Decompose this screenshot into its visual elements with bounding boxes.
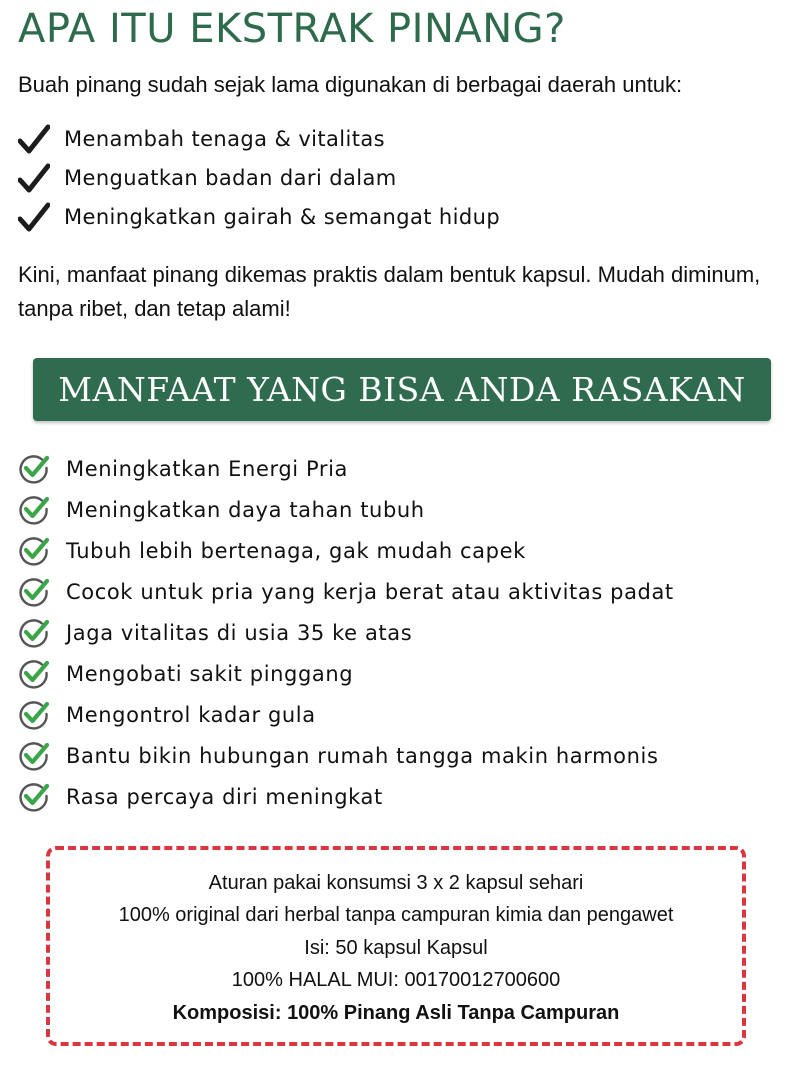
benefit-label: Mengobati sakit pinggang bbox=[66, 661, 354, 686]
check-item-label: Menguatkan badan dari dalam bbox=[64, 165, 397, 190]
benefit-label: Tubuh lebih bertenaga, gak mudah capek bbox=[66, 538, 526, 563]
benefit-list bbox=[18, 448, 674, 817]
list-item bbox=[18, 653, 674, 694]
circle-check-icon bbox=[18, 576, 50, 608]
usage-instructions: Aturan pakai konsumsi 3 x 2 kapsul sehari bbox=[208, 871, 584, 894]
benefit-label: Jaga vitalitas di usia 35 ke atas bbox=[66, 620, 413, 645]
circle-check-icon bbox=[18, 494, 50, 526]
intro-text: Buah pinang sudah sejak lama digunakan di berbagai daerah untuk: bbox=[18, 72, 683, 97]
check-item-label: Meningkatkan gairah & semangat hidup bbox=[64, 204, 501, 229]
benefit-label: Meningkatkan daya tahan tubuh bbox=[66, 497, 425, 522]
circle-check-icon bbox=[18, 617, 50, 649]
benefit-label: Cocok untuk pria yang kerja berat atau aktivitas padat bbox=[66, 579, 674, 604]
list-item bbox=[18, 489, 674, 530]
benefit-label: Meningkatkan Energi Pria bbox=[66, 456, 348, 481]
circle-check-icon bbox=[18, 781, 50, 813]
benefits-banner bbox=[33, 358, 771, 421]
circle-check-icon bbox=[18, 535, 50, 567]
composition: Komposisi: 100% Pinang Asli Tanpa Campuran bbox=[172, 1001, 620, 1024]
list-item bbox=[18, 571, 674, 612]
page-title: APA ITU EKSTRAK PINANG? bbox=[18, 6, 566, 52]
list-item bbox=[18, 612, 674, 653]
product-info-box bbox=[46, 846, 746, 1046]
list-item bbox=[18, 197, 500, 236]
banner-title: MANFAAT YANG BISA ANDA RASAKAN bbox=[58, 370, 746, 409]
checkmark-icon bbox=[18, 202, 50, 232]
list-item bbox=[18, 530, 674, 571]
circle-check-icon bbox=[18, 699, 50, 731]
check-item-label: Menambah tenaga & vitalitas bbox=[64, 126, 385, 151]
list-item bbox=[18, 694, 674, 735]
circle-check-icon bbox=[18, 740, 50, 772]
circle-check-icon bbox=[18, 453, 50, 485]
list-item bbox=[18, 119, 500, 158]
description-paragraph: Kini, manfaat pinang dikemas praktis dalam bentuk kapsul. Mudah diminum, tanpa ribet, dan tetap alami! bbox=[18, 262, 761, 321]
capsule-count: Isi: 50 kapsul Kapsul bbox=[304, 936, 488, 959]
benefit-label: Mengontrol kadar gula bbox=[66, 702, 316, 727]
list-item bbox=[18, 448, 674, 489]
list-item bbox=[18, 158, 500, 197]
benefit-label: Bantu bikin hubungan rumah tangga makin harmonis bbox=[66, 743, 659, 768]
original-herbal-note: 100% original dari herbal tanpa campuran kimia dan pengawet bbox=[118, 904, 674, 927]
benefit-label: Rasa percaya diri meningkat bbox=[66, 784, 383, 809]
list-item bbox=[18, 776, 674, 817]
checkmark-icon bbox=[18, 163, 50, 193]
check-list bbox=[18, 119, 500, 236]
circle-check-icon bbox=[18, 658, 50, 690]
list-item bbox=[18, 735, 674, 776]
checkmark-icon bbox=[18, 124, 50, 154]
halal-certificate: 100% HALAL MUI: 00170012700600 bbox=[231, 969, 561, 992]
